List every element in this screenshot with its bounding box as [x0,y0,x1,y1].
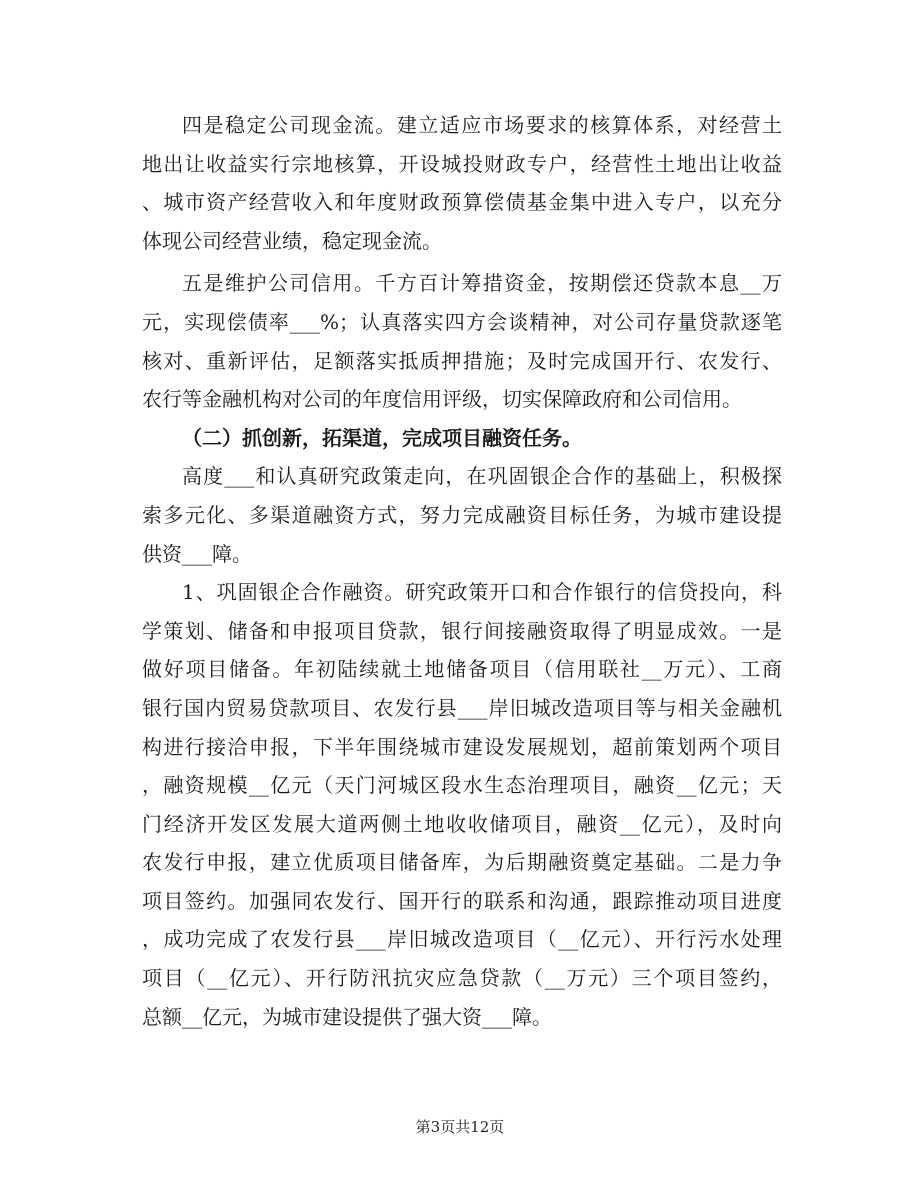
text-line: 元，实现偿债率___%；认真落实四方会谈精神，对公司存量贷款逐笔 [142,309,782,334]
paragraph [142,106,782,260]
text-line: 农行等金融机构对公司的年度信用评级，切实保障政府和公司信用。 [142,387,742,412]
text-line: ，成功完成了农发行县___岸旧城改造项目（__亿元）、开行污水处理 [142,927,782,952]
text-line: 学策划、储备和申报项目贷款，银行间接融资取得了明显成效。一是 [142,618,782,643]
text-line: 总额__亿元，为城市建设提供了强大资___障。 [142,1004,552,1029]
page-footer: 第3页共12页 [415,1118,505,1136]
text-line: 门经济开发区发展大道两侧土地收收储项目，融资__亿元），及时向 [142,811,782,836]
text-line: 1、巩固银企合作融资。研究政策开口和合作银行的信贷投向，科 [182,580,782,605]
section-heading [142,419,782,458]
text-line: 索多元化、多渠道融资方式，努力完成融资目标任务，为城市建设提 [142,502,782,527]
text-line: 银行国内贸易贷款项目、农发行县___岸旧城改造项目等与相关金融机 [142,695,782,720]
text-line: 高度___和认真研究政策走向，在巩固银企合作的基础上，积极探 [182,464,782,489]
text-line: 项目（__亿元）、开行防汛抗灾应急贷款（__万元）三个项目签约， [142,966,782,991]
text-line: 项目签约。加强同农发行、国开行的联系和沟通，跟踪推动项目进度 [142,888,782,913]
text-line: 体现公司经营业绩，稳定现金流。 [142,228,442,253]
text-line: 供资___障。 [142,541,252,566]
text-line: 做好项目储备。年初陆续就土地储备项目（信用联社__万元）、工商 [142,657,782,682]
text-line: 、城市资产经营收入和年度财政预算偿债基金集中进入专户，以充分 [142,190,782,215]
paragraph [142,573,782,1036]
text-line: （二）抓创新，拓渠道，完成项目融资任务。 [182,425,582,450]
paragraph [142,264,782,418]
document-body [142,106,782,1036]
text-line: ，融资规模__亿元（天门河城区段水生态治理项目，融资__亿元；天 [142,773,782,798]
text-line: 地出让收益实行宗地核算，开设城投财政专户，经营性土地出让收益 [142,151,782,176]
text-line: 构进行接洽申报，下半年围绕城市建设发展规划，超前策划两个项目 [142,734,782,759]
text-line: 五是维护公司信用。千方百计筹措资金，按期偿还贷款本息__万 [182,271,782,296]
text-line: 四是稳定公司现金流。建立适应市场要求的核算体系，对经营土 [182,113,782,137]
paragraph [142,457,782,573]
text-line: 核对、重新评估，足额落实抵质押措施；及时完成国开行、农发行、 [142,348,782,373]
text-line: 农发行申报，建立优质项目储备库，为后期融资奠定基础。二是力争 [142,850,782,875]
